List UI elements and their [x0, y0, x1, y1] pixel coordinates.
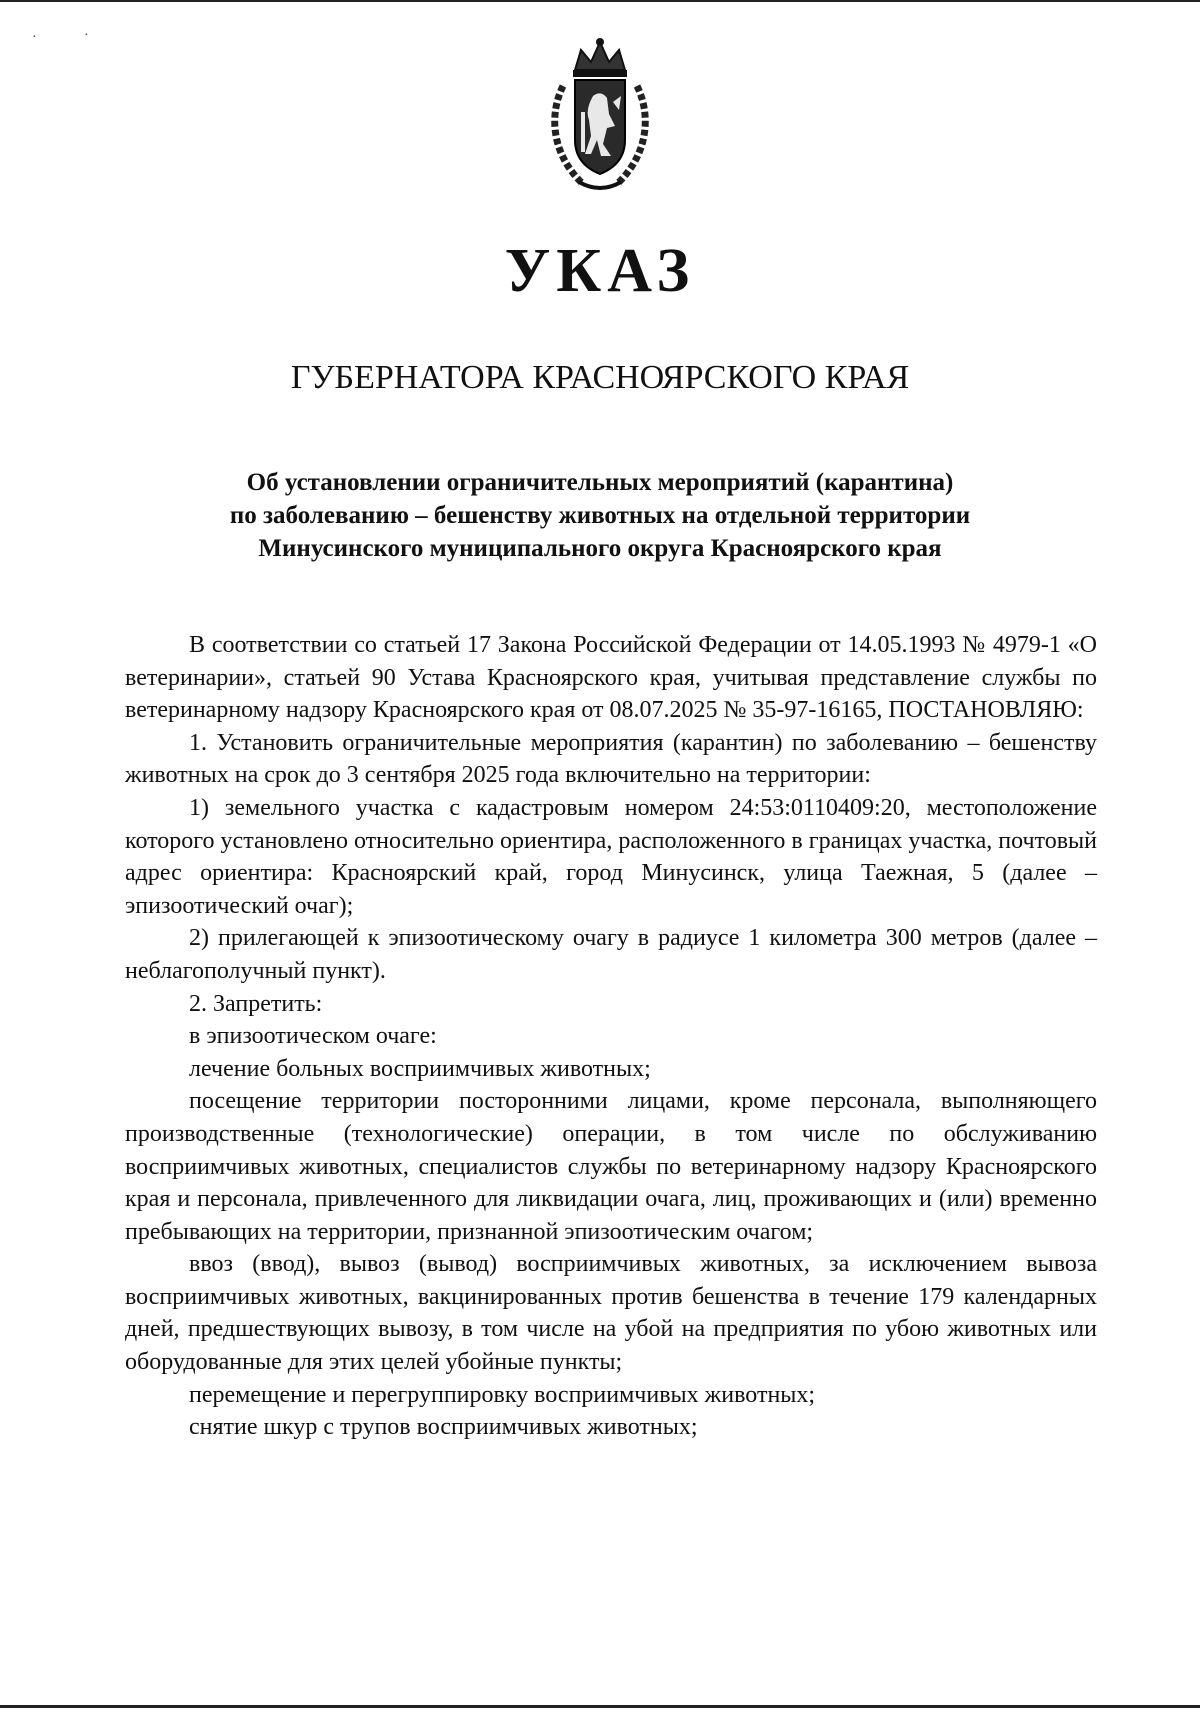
clause-2-subheading: в эпизоотическом очаге:: [189, 1023, 437, 1050]
top-scan-edge: [0, 0, 1200, 2]
clause-1-paragraph: 1. Установить ограничительные мероприятия (карантин) по заболеванию – бешенству животных на срок до 3 сентября 2025 года включительно на территории:: [125, 729, 1097, 789]
preamble-paragraph: В соответствии со статьей 17 Закона Российской Федерации от 14.05.1993 № 4979-1 «О ветеринарии», статьей 90 Устава Красноярского края, учитывая представление службы по ветеринарному надзору Красноярского края от 08.07.2025 № 35-97-16165, ПОСТАНОВЛЯЮ:: [125, 632, 1097, 724]
clause-2-paragraph: 2. Запретить:: [189, 990, 323, 1017]
heading-line: Минусинского муниципального округа Красноярского края: [258, 535, 942, 562]
clause-1-item-2: 2) прилегающей к эпизоотическому очагу в радиусе 1 километра 300 метров (далее – неблагополучный пункт).: [125, 925, 1097, 984]
document-subtitle: ГУБЕРНАТОРА КРАСНОЯРСКОГО КРАЯ: [290, 359, 910, 396]
prohibition-item: посещение территории посторонними лицами, кроме персонала, выполняющего производственные (технологические) операции, в том числе по обслуживанию восприимчивых животных, специалистов службы по ветеринарному надзору Красноярского края и персонала, привлеченного для ликвидации очага, лиц, проживающих и (или) временно пребывающих на территории, признанной эпизоотическим очагом;: [125, 1088, 1097, 1245]
clause-1-item-1: 1) земельного участка с кадастровым номером 24:53:0110409:20, местоположение которого установлено относительно ориентира, расположенного в границах участка, почтовый адрес ориентира: Красноярский край, город Минусинск, улица Таежная, 5 (далее – эпизоотический очаг);: [125, 794, 1097, 919]
heading-line: по заболеванию – бешенству животных на отдельной территории: [229, 502, 971, 529]
heading-line: Об установлении ограничительных мероприятий (карантина): [246, 469, 954, 496]
document-body: [125, 629, 1097, 1444]
krasnoyarsk-coat-of-arms-icon: [545, 36, 655, 194]
bottom-scan-edge: [0, 1705, 1200, 1708]
document-title: УКАЗ: [504, 237, 696, 305]
document-heading: [150, 466, 1050, 565]
prohibition-item: перемещение и перегруппировку восприимчивых животных;: [189, 1381, 816, 1408]
prohibition-item: лечение больных восприимчивых животных;: [189, 1055, 651, 1082]
scan-speck: ·: [32, 30, 37, 45]
prohibition-item: ввоз (ввод), вывоз (вывод) восприимчивых животных, за исключением вывоза восприимчивых животных, вакцинированных против бешенства в течение 179 календарных дней, предшествующих вывозу, в том числе на убой на предприятия по убою животных или оборудованные для этих целей убойные пункты;: [125, 1251, 1097, 1376]
prohibition-item: снятие шкур с трупов восприимчивых животных;: [189, 1414, 698, 1441]
scan-speck: ·: [84, 28, 89, 43]
